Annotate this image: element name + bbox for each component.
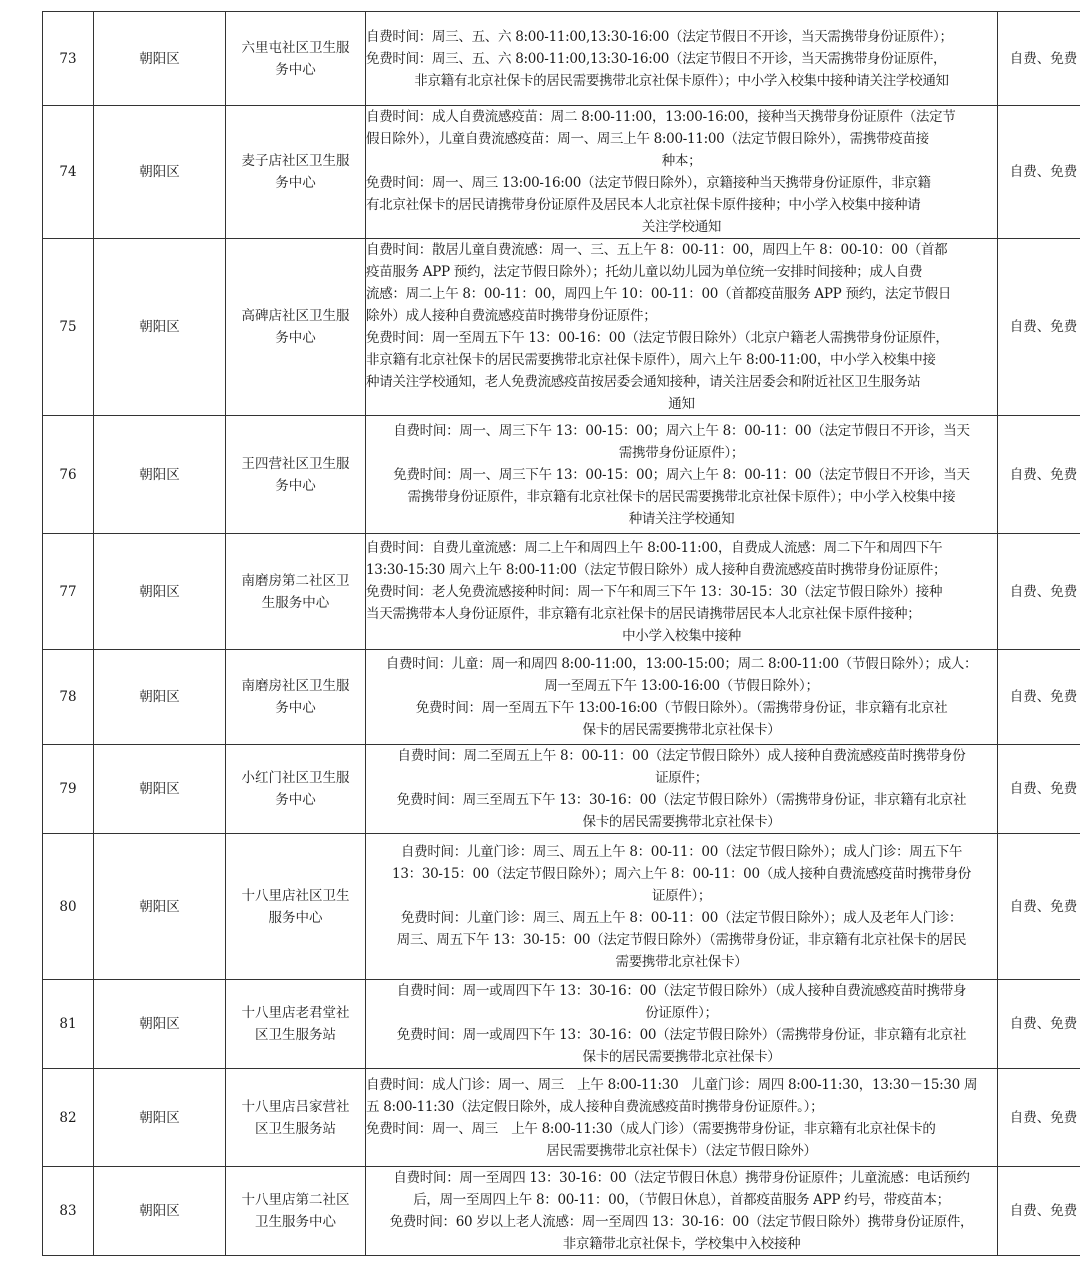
district-cell: 朝阳区 bbox=[94, 650, 226, 745]
center-name-line: 务中心 bbox=[275, 792, 316, 808]
schedule-line: 周三、周五下午 13：30-15：00（法定节假日除外）（需携带身份证，非京籍有北京社保卡的居民 bbox=[396, 931, 967, 948]
center-name-cell bbox=[226, 106, 366, 239]
table-row bbox=[43, 834, 1080, 980]
district-cell: 朝阳区 bbox=[94, 745, 226, 834]
schedule-line: 需要携带北京社保卡） bbox=[615, 953, 748, 970]
fee-type-cell: 自费、免费 bbox=[998, 1069, 1080, 1167]
schedule-cell bbox=[366, 12, 998, 106]
fee-type-cell: 自费、免费 bbox=[998, 745, 1080, 834]
schedule-line: 免费时间：儿童门诊：周三、周五上午 8：00-11：00（法定节假日除外）；成人及老年人门诊： bbox=[400, 909, 963, 926]
table-row bbox=[43, 745, 1080, 834]
district-cell: 朝阳区 bbox=[94, 106, 226, 239]
district-cell: 朝阳区 bbox=[94, 1069, 226, 1167]
center-name-cell bbox=[226, 12, 366, 106]
schedule-cell bbox=[366, 745, 998, 834]
center-name-line: 六里屯社区卫生服 bbox=[241, 39, 350, 56]
schedule-line: 自费时间：自费儿童流感：周二上午和周四上午 8:00-11:00，自费成人流感：周二下午和周四下午 bbox=[366, 539, 943, 556]
center-name-line: 务中心 bbox=[275, 700, 316, 716]
schedule-line: 免费时间：周一或周四下午 13：30-16：00（法定节假日除外）（需携带身份证，非京籍有北京社 bbox=[396, 1027, 967, 1043]
schedule-line: 免费时间：周一、周三下午 13：00-15：00；周六上午 8：00-11：00（法定节假日不开诊，当天 bbox=[393, 466, 970, 483]
row-number: 82 bbox=[43, 1069, 94, 1167]
row-number: 80 bbox=[43, 834, 94, 980]
table-row bbox=[43, 106, 1080, 239]
schedule-line: 免费时间：周三至周五下午 13：30-16：00（法定节假日除外）（需携带身份证，非京籍有北京社 bbox=[396, 792, 967, 808]
schedule-line: 免费时间：60 岁以上老人流感：周一至周四 13：30-16：00（法定节假日除外）携带身份证原件， bbox=[389, 1214, 974, 1230]
district-cell: 朝阳区 bbox=[94, 980, 226, 1069]
schedule-line: 需携带身份证原件，非京籍有北京社保卡的居民需要携带北京社保卡原件）；中小学入校集中接 bbox=[407, 488, 956, 505]
fee-type-cell: 自费、免费 bbox=[998, 650, 1080, 745]
schedule-cell bbox=[366, 1069, 998, 1167]
table-row bbox=[43, 650, 1080, 745]
center-name-line: 区卫生服务站 bbox=[255, 1120, 336, 1137]
center-name-cell bbox=[226, 650, 366, 745]
schedule-line: 免费时间：周三、五、六 8:00-11:00,13:30-16:00（法定节假日不开诊，当天需携带身份证原件， bbox=[366, 50, 947, 67]
table-body bbox=[43, 12, 1080, 1256]
center-name-line: 服务中心 bbox=[268, 909, 323, 926]
table-row bbox=[43, 1069, 1080, 1167]
schedule-line: 保卡的居民需要携带北京社保卡） bbox=[582, 1049, 781, 1065]
center-name-cell bbox=[226, 1069, 366, 1167]
row-number: 74 bbox=[43, 106, 94, 239]
center-name-cell bbox=[226, 745, 366, 834]
schedule-line: 自费时间：周一或周四下午 13：30-16：00（法定节假日除外）（成人接种自费流感疫苗时携带身 bbox=[396, 983, 967, 999]
schedule-line: 免费时间：老人免费流感接种时间：周一下午和周三下午 13：30-15：30（法定节假日除外）接种 bbox=[366, 583, 943, 600]
center-name-cell bbox=[226, 534, 366, 650]
vaccination-schedule-table bbox=[42, 11, 1080, 1256]
fee-type-cell: 自费、免费 bbox=[998, 239, 1080, 416]
center-name-cell bbox=[226, 1167, 366, 1256]
schedule-line: 自费时间：儿童门诊：周三、周五上午 8：00-11：00（法定节假日除外）；成人门诊：周五下午 bbox=[400, 843, 963, 860]
schedule-line: 非京籍有北京社保卡的居民需要携带北京社保卡原件），周六上午 8:00-11:00，中小学入校集中接 bbox=[366, 352, 936, 368]
center-name-line: 十八里店老君堂社 bbox=[241, 1005, 350, 1021]
table-row bbox=[43, 239, 1080, 416]
center-name-line: 务中心 bbox=[275, 175, 316, 191]
schedule-cell bbox=[366, 106, 998, 239]
schedule-line: 需携带身份证原件）； bbox=[618, 444, 745, 461]
schedule-line: 免费时间：周一至周五下午 13:00-16:00（节假日除外）。（需携带身份证，非京籍有北京社 bbox=[415, 700, 948, 716]
schedule-line: 自费时间：周一、周三下午 13：00-15：00；周六上午 8：00-11：00（法定节假日不开诊，当天 bbox=[393, 422, 970, 439]
schedule-line: 关注学校通知 bbox=[641, 219, 722, 235]
schedule-line: 份证原件）； bbox=[645, 1005, 718, 1021]
center-name-line: 十八里店吕家营社 bbox=[241, 1098, 350, 1115]
row-number: 73 bbox=[43, 12, 94, 106]
district-cell: 朝阳区 bbox=[94, 834, 226, 980]
schedule-cell bbox=[366, 834, 998, 980]
district-cell: 朝阳区 bbox=[94, 239, 226, 416]
schedule-line: 非京籍带北京社保卡，学校集中入校接种 bbox=[562, 1236, 801, 1252]
schedule-line: 流感：周二上午 8：00-11：00，周四上午 10：00-11：00（首都疫苗服务 APP 预约，法定节假日 bbox=[366, 286, 952, 302]
center-name-cell bbox=[226, 416, 366, 534]
schedule-line: 通知 bbox=[668, 396, 695, 412]
table-row bbox=[43, 12, 1080, 106]
center-name-cell bbox=[226, 980, 366, 1069]
table-row bbox=[43, 1167, 1080, 1256]
schedule-line: 自费时间：周三、五、六 8:00-11:00,13:30-16:00（法定节假日不开诊，当天需携带身份证原件）； bbox=[366, 28, 953, 45]
schedule-line: 中小学入校集中接种 bbox=[622, 627, 741, 644]
schedule-line: 除外）成人接种自费流感疫苗时携带身份证原件； bbox=[366, 308, 657, 324]
row-number: 77 bbox=[43, 534, 94, 650]
fee-type-cell: 自费、免费 bbox=[998, 106, 1080, 239]
schedule-line: 有北京社保卡的居民请携带身份证原件及居民本人北京社保卡原件接种；中小学入校集中接种请 bbox=[366, 197, 921, 213]
schedule-cell bbox=[366, 1167, 998, 1256]
schedule-line: 自费时间：成人门诊：周一、周三 上午 8:00-11:30 儿童门诊：周四 8:00-11:30，13:30－15:30 周 bbox=[366, 1076, 978, 1093]
row-number: 81 bbox=[43, 980, 94, 1069]
district-cell: 朝阳区 bbox=[94, 416, 226, 534]
schedule-cell bbox=[366, 980, 998, 1069]
center-name-line: 十八里店社区卫生 bbox=[241, 887, 350, 904]
table-row bbox=[43, 980, 1080, 1069]
row-number: 76 bbox=[43, 416, 94, 534]
schedule-line: 免费时间：周一、周三 13:00-16:00（法定节假日除外），京籍接种当天携带身份证原件，非京籍 bbox=[366, 175, 931, 191]
fee-type-cell: 自费、免费 bbox=[998, 12, 1080, 106]
center-name-line: 十八里店第二社区 bbox=[241, 1192, 350, 1208]
row-number: 75 bbox=[43, 239, 94, 416]
district-cell: 朝阳区 bbox=[94, 12, 226, 106]
center-name-line: 高碑店社区卫生服 bbox=[241, 308, 350, 324]
fee-type-cell: 自费、免费 bbox=[998, 534, 1080, 650]
schedule-line: 种请关注学校通知 bbox=[628, 510, 735, 527]
center-name-line: 务中心 bbox=[275, 61, 316, 78]
center-name-line: 区卫生服务站 bbox=[255, 1027, 336, 1043]
fee-type-cell: 自费、免费 bbox=[998, 416, 1080, 534]
schedule-cell bbox=[366, 239, 998, 416]
center-name-line: 务中心 bbox=[275, 330, 316, 346]
schedule-line: 种请关注学校通知，老人免费流感疫苗按居委会通知接种，请关注居委会和附近社区卫生服务站 bbox=[366, 374, 921, 390]
district-cell: 朝阳区 bbox=[94, 1167, 226, 1256]
row-number: 83 bbox=[43, 1167, 94, 1256]
fee-type-cell: 自费、免费 bbox=[998, 834, 1080, 980]
schedule-line: 自费时间：儿童：周一和周四 8:00-11:00，13:00-15:00；周二 8:00-11:00（节假日除外）；成人： bbox=[385, 656, 978, 672]
schedule-cell bbox=[366, 534, 998, 650]
schedule-line: 免费时间：周一至周五下午 13：00-16：00（法定节假日除外）（北京户籍老人需携带身份证原件， bbox=[366, 330, 949, 346]
schedule-line: 当天需携带本人身份证原件，非京籍有北京社保卡的居民请携带居民本人北京社保卡原件接种； bbox=[366, 605, 921, 622]
row-number: 78 bbox=[43, 650, 94, 745]
schedule-line: 自费时间：成人自费流感疫苗：周二 8:00-11:00，13:00-16:00，接种当天携带身份证原件（法定节 bbox=[366, 109, 956, 125]
center-name-line: 生服务中心 bbox=[261, 594, 330, 611]
schedule-line: 种本； bbox=[661, 153, 702, 169]
district-cell: 朝阳区 bbox=[94, 534, 226, 650]
center-name-line: 南磨房第二社区卫 bbox=[241, 572, 350, 589]
schedule-line: 五 8:00-11:30（法定假日除外，成人接种自费流感疫苗时携带身份证原件。）； bbox=[366, 1098, 824, 1115]
schedule-line: 自费时间：周二至周五上午 8：00-11：00（法定节假日除外）成人接种自费流感疫苗时携带身份 bbox=[397, 748, 966, 764]
center-name-line: 麦子店社区卫生服 bbox=[241, 153, 350, 169]
schedule-line: 13:30-15:30 周六上午 8:00-11:00（法定节假日除外）成人接种自费流感疫苗时携带身份证原件； bbox=[366, 561, 947, 578]
schedule-cell bbox=[366, 650, 998, 745]
table-row bbox=[43, 416, 1080, 534]
schedule-line: 免费时间：周一、周三 上午 8:00-11:30（成人门诊）（需要携带身份证，非京籍有北京社保卡的 bbox=[366, 1120, 936, 1137]
row-number: 79 bbox=[43, 745, 94, 834]
schedule-line: 假日除外），儿童自费流感疫苗：周一、周三上午 8:00-11:00（法定节假日除外），需携带疫苗接 bbox=[366, 131, 929, 147]
schedule-line: 后，周一至周四上午 8：00-11：00，（节假日休息），首都疫苗服务 APP 约号，带疫苗本； bbox=[413, 1192, 950, 1208]
schedule-line: 非京籍有北京社保卡的居民需要携带北京社保卡原件）；中小学入校集中接种请关注学校通知 bbox=[414, 72, 949, 89]
schedule-cell bbox=[366, 416, 998, 534]
schedule-line: 保卡的居民需要携带北京社保卡） bbox=[582, 814, 781, 830]
center-name-line: 南磨房社区卫生服 bbox=[241, 678, 350, 694]
schedule-line: 保卡的居民需要携带北京社保卡） bbox=[582, 722, 781, 738]
table-row bbox=[43, 534, 1080, 650]
center-name-line: 务中心 bbox=[275, 477, 316, 494]
fee-type-cell: 自费、免费 bbox=[998, 1167, 1080, 1256]
center-name-line: 王四营社区卫生服 bbox=[241, 455, 350, 472]
fee-type-cell: 自费、免费 bbox=[998, 980, 1080, 1069]
schedule-line: 证原件）； bbox=[651, 887, 712, 904]
center-name-cell bbox=[226, 239, 366, 416]
schedule-line: 自费时间：散居儿童自费流感：周一、三、五上午 8：00-11：00，周四上午 8：00-10：00（首都 bbox=[366, 242, 948, 258]
schedule-line: 疫苗服务 APP 预约，法定节假日除外）；托幼儿童以幼儿园为单位统一安排时间接种；成人自费 bbox=[366, 264, 923, 280]
center-name-cell bbox=[226, 834, 366, 980]
schedule-line: 居民需要携带北京社保卡）（法定节假日除外） bbox=[546, 1142, 817, 1159]
schedule-line: 周一至周五下午 13:00-16:00（节假日除外）； bbox=[544, 678, 819, 694]
schedule-line: 自费时间：周一至周四 13：30-16：00（法定节假日休息）携带身份证原件；儿童流感：电话预约 bbox=[393, 1170, 970, 1186]
schedule-line: 证原件； bbox=[655, 770, 708, 786]
schedule-line: 13：30-15：00（法定节假日除外）；周六上午 8：00-11：00（成人接种自费流感疫苗时携带身份 bbox=[392, 865, 971, 882]
center-name-line: 小红门社区卫生服 bbox=[241, 770, 350, 786]
center-name-line: 卫生服务中心 bbox=[255, 1214, 336, 1230]
